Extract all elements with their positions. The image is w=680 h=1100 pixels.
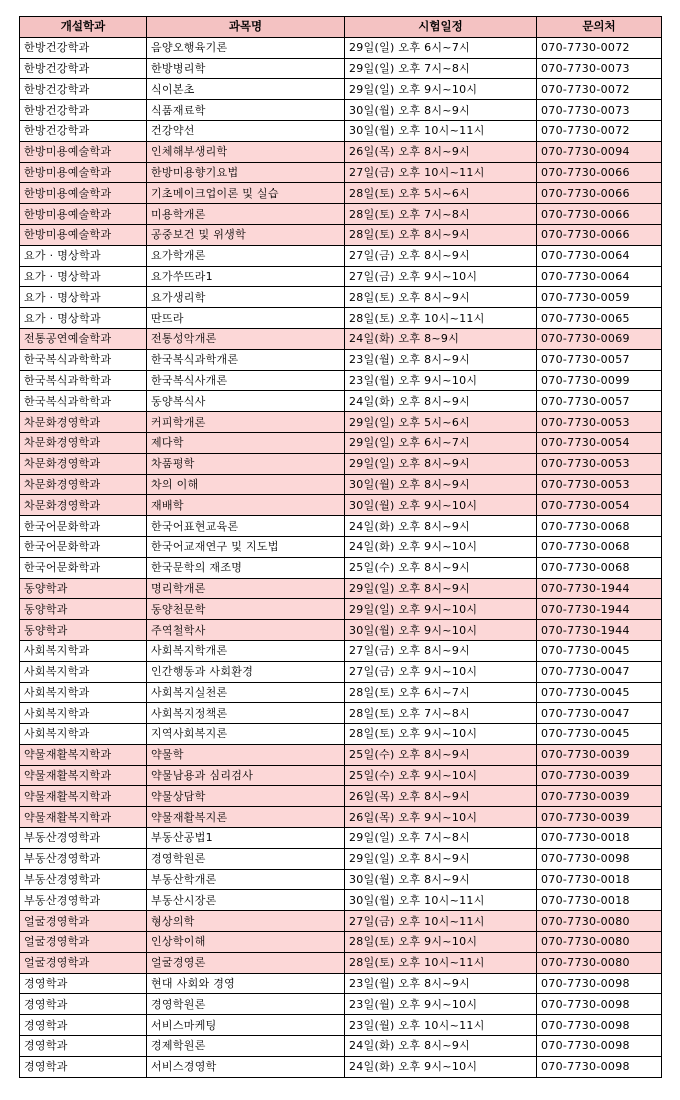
schedule-cell: 23일(월) 오후 9시~10시 bbox=[345, 994, 537, 1015]
contact-cell: 070-7730-0057 bbox=[537, 391, 662, 412]
department-cell: 약물재활복지학과 bbox=[20, 765, 147, 786]
department-cell: 한국복식과학학과 bbox=[20, 349, 147, 370]
schedule-cell: 29일(일) 오후 9시~10시 bbox=[345, 79, 537, 100]
contact-cell: 070-7730-1944 bbox=[537, 620, 662, 641]
department-cell: 한국복식과학학과 bbox=[20, 370, 147, 391]
subject-cell: 지역사회복지론 bbox=[147, 724, 345, 745]
table-row bbox=[20, 79, 662, 100]
subject-cell: 전통성악개론 bbox=[147, 328, 345, 349]
schedule-cell: 25일(수) 오후 9시~10시 bbox=[345, 765, 537, 786]
table-row bbox=[20, 453, 662, 474]
department-cell: 요가 · 명상학과 bbox=[20, 308, 147, 329]
table-row bbox=[20, 432, 662, 453]
contact-cell: 070-7730-0098 bbox=[537, 1015, 662, 1036]
schedule-cell: 28일(토) 오후 5시~6시 bbox=[345, 183, 537, 204]
contact-cell: 070-7730-0018 bbox=[537, 828, 662, 849]
table-row bbox=[20, 724, 662, 745]
subject-cell: 공중보건 및 위생학 bbox=[147, 224, 345, 245]
subject-cell: 부동산학개론 bbox=[147, 869, 345, 890]
subject-cell: 인상학이해 bbox=[147, 932, 345, 953]
subject-cell: 명리학개론 bbox=[147, 578, 345, 599]
table-row bbox=[20, 765, 662, 786]
contact-cell: 070-7730-0057 bbox=[537, 349, 662, 370]
department-cell: 부동산경영학과 bbox=[20, 848, 147, 869]
schedule-cell: 26일(목) 오후 8시~9시 bbox=[345, 141, 537, 162]
table-row bbox=[20, 100, 662, 121]
subject-cell: 요가쑤뜨라1 bbox=[147, 266, 345, 287]
subject-cell: 한국어교재연구 및 지도법 bbox=[147, 536, 345, 557]
department-cell: 요가 · 명상학과 bbox=[20, 266, 147, 287]
subject-cell: 차품평학 bbox=[147, 453, 345, 474]
schedule-cell: 24일(화) 오후 8시~9시 bbox=[345, 1036, 537, 1057]
table-row bbox=[20, 682, 662, 703]
department-cell: 경영학과 bbox=[20, 1015, 147, 1036]
schedule-cell: 29일(일) 오후 7시~8시 bbox=[345, 828, 537, 849]
department-cell: 사회복지학과 bbox=[20, 661, 147, 682]
header-subject: 과목명 bbox=[147, 17, 345, 38]
contact-cell: 070-7730-0098 bbox=[537, 994, 662, 1015]
subject-cell: 형상의학 bbox=[147, 911, 345, 932]
schedule-cell: 27일(금) 오후 9시~10시 bbox=[345, 661, 537, 682]
table-row bbox=[20, 1036, 662, 1057]
table-row bbox=[20, 911, 662, 932]
schedule-cell: 29일(일) 오후 8시~9시 bbox=[345, 578, 537, 599]
schedule-cell: 24일(화) 오후 8시~9시 bbox=[345, 391, 537, 412]
subject-cell: 요가생리학 bbox=[147, 287, 345, 308]
table-row bbox=[20, 370, 662, 391]
subject-cell: 사회복지정책론 bbox=[147, 703, 345, 724]
department-cell: 한방미용예술학과 bbox=[20, 224, 147, 245]
subject-cell: 부동산공법1 bbox=[147, 828, 345, 849]
department-cell: 경영학과 bbox=[20, 1056, 147, 1077]
table-row bbox=[20, 952, 662, 973]
schedule-cell: 23일(월) 오후 10시~11시 bbox=[345, 1015, 537, 1036]
schedule-cell: 28일(토) 오후 9시~10시 bbox=[345, 724, 537, 745]
department-cell: 동양학과 bbox=[20, 599, 147, 620]
table-row bbox=[20, 58, 662, 79]
department-cell: 약물재활복지학과 bbox=[20, 807, 147, 828]
header-contact: 문의처 bbox=[537, 17, 662, 38]
department-cell: 사회복지학과 bbox=[20, 703, 147, 724]
department-cell: 약물재활복지학과 bbox=[20, 744, 147, 765]
subject-cell: 한국어표현교육론 bbox=[147, 516, 345, 537]
department-cell: 한방건강학과 bbox=[20, 100, 147, 121]
table-row bbox=[20, 183, 662, 204]
table-row bbox=[20, 620, 662, 641]
department-cell: 한국어문화학과 bbox=[20, 557, 147, 578]
department-cell: 차문화경영학과 bbox=[20, 453, 147, 474]
contact-cell: 070-7730-0068 bbox=[537, 557, 662, 578]
subject-cell: 경제학원론 bbox=[147, 1036, 345, 1057]
schedule-cell: 28일(토) 오후 6시~7시 bbox=[345, 682, 537, 703]
subject-cell: 한국문학의 재조명 bbox=[147, 557, 345, 578]
department-cell: 사회복지학과 bbox=[20, 640, 147, 661]
table-row bbox=[20, 224, 662, 245]
department-cell: 동양학과 bbox=[20, 620, 147, 641]
subject-cell: 사회복지학개론 bbox=[147, 640, 345, 661]
subject-cell: 약물남용과 심리검사 bbox=[147, 765, 345, 786]
schedule-cell: 27일(금) 오후 10시~11시 bbox=[345, 162, 537, 183]
contact-cell: 070-7730-0064 bbox=[537, 245, 662, 266]
subject-cell: 한방미용향기요법 bbox=[147, 162, 345, 183]
schedule-cell: 29일(일) 오후 8시~9시 bbox=[345, 848, 537, 869]
table-row bbox=[20, 37, 662, 58]
contact-cell: 070-7730-0039 bbox=[537, 765, 662, 786]
schedule-cell: 29일(일) 오후 6시~7시 bbox=[345, 432, 537, 453]
schedule-cell: 30일(월) 오후 8시~9시 bbox=[345, 474, 537, 495]
contact-cell: 070-7730-0073 bbox=[537, 100, 662, 121]
table-row bbox=[20, 328, 662, 349]
schedule-cell: 24일(화) 오후 8시~9시 bbox=[345, 516, 537, 537]
department-cell: 요가 · 명상학과 bbox=[20, 287, 147, 308]
contact-cell: 070-7730-0039 bbox=[537, 786, 662, 807]
subject-cell: 인체해부생리학 bbox=[147, 141, 345, 162]
schedule-cell: 28일(토) 오후 9시~10시 bbox=[345, 932, 537, 953]
contact-cell: 070-7730-0080 bbox=[537, 911, 662, 932]
table-row bbox=[20, 661, 662, 682]
subject-cell: 딴뜨라 bbox=[147, 308, 345, 329]
schedule-cell: 28일(토) 오후 7시~8시 bbox=[345, 204, 537, 225]
contact-cell: 070-7730-0099 bbox=[537, 370, 662, 391]
subject-cell: 재배학 bbox=[147, 495, 345, 516]
subject-cell: 약물상담학 bbox=[147, 786, 345, 807]
department-cell: 한방미용예술학과 bbox=[20, 141, 147, 162]
contact-cell: 070-7730-0018 bbox=[537, 869, 662, 890]
table-row bbox=[20, 120, 662, 141]
schedule-cell: 27일(금) 오후 8시~9시 bbox=[345, 640, 537, 661]
subject-cell: 기초메이크업이론 및 실습 bbox=[147, 183, 345, 204]
table-row bbox=[20, 848, 662, 869]
table-row bbox=[20, 1056, 662, 1077]
department-cell: 전통공연예술학과 bbox=[20, 328, 147, 349]
table-row bbox=[20, 786, 662, 807]
contact-cell: 070-7730-0039 bbox=[537, 744, 662, 765]
subject-cell: 얼굴경영론 bbox=[147, 952, 345, 973]
contact-cell: 070-7730-1944 bbox=[537, 578, 662, 599]
table-row bbox=[20, 994, 662, 1015]
subject-cell: 부동산시장론 bbox=[147, 890, 345, 911]
department-cell: 사회복지학과 bbox=[20, 724, 147, 745]
department-cell: 부동산경영학과 bbox=[20, 890, 147, 911]
department-cell: 한국어문화학과 bbox=[20, 516, 147, 537]
schedule-cell: 29일(일) 오후 6시~7시 bbox=[345, 37, 537, 58]
contact-cell: 070-7730-0066 bbox=[537, 183, 662, 204]
schedule-cell: 24일(화) 오후 9시~10시 bbox=[345, 1056, 537, 1077]
contact-cell: 070-7730-0054 bbox=[537, 495, 662, 516]
table-row bbox=[20, 536, 662, 557]
table-row bbox=[20, 890, 662, 911]
schedule-cell: 30일(월) 오후 9시~10시 bbox=[345, 620, 537, 641]
contact-cell: 070-7730-0045 bbox=[537, 682, 662, 703]
table-row bbox=[20, 744, 662, 765]
subject-cell: 한국복식사개론 bbox=[147, 370, 345, 391]
subject-cell: 동양복식사 bbox=[147, 391, 345, 412]
schedule-cell: 28일(토) 오후 7시~8시 bbox=[345, 703, 537, 724]
subject-cell: 약물학 bbox=[147, 744, 345, 765]
department-cell: 경영학과 bbox=[20, 994, 147, 1015]
table-row bbox=[20, 703, 662, 724]
contact-cell: 070-7730-0053 bbox=[537, 453, 662, 474]
department-cell: 한국어문화학과 bbox=[20, 536, 147, 557]
contact-cell: 070-7730-0068 bbox=[537, 536, 662, 557]
department-cell: 차문화경영학과 bbox=[20, 432, 147, 453]
schedule-cell: 29일(일) 오후 7시~8시 bbox=[345, 58, 537, 79]
schedule-cell: 30일(월) 오후 9시~10시 bbox=[345, 495, 537, 516]
contact-cell: 070-7730-0045 bbox=[537, 724, 662, 745]
table-body bbox=[20, 37, 662, 1077]
contact-cell: 070-7730-0018 bbox=[537, 890, 662, 911]
subject-cell: 서비스마케팅 bbox=[147, 1015, 345, 1036]
schedule-cell: 26일(목) 오후 9시~10시 bbox=[345, 807, 537, 828]
table-row bbox=[20, 308, 662, 329]
table-row bbox=[20, 412, 662, 433]
schedule-cell: 28일(토) 오후 8시~9시 bbox=[345, 287, 537, 308]
contact-cell: 070-7730-0080 bbox=[537, 932, 662, 953]
table-row bbox=[20, 1015, 662, 1036]
schedule-cell: 28일(토) 오후 10시~11시 bbox=[345, 308, 537, 329]
table-row bbox=[20, 204, 662, 225]
schedule-cell: 23일(월) 오후 8시~9시 bbox=[345, 349, 537, 370]
schedule-cell: 23일(월) 오후 9시~10시 bbox=[345, 370, 537, 391]
subject-cell: 한국복식과학개론 bbox=[147, 349, 345, 370]
department-cell: 차문화경영학과 bbox=[20, 495, 147, 516]
subject-cell: 차의 이해 bbox=[147, 474, 345, 495]
table-row bbox=[20, 932, 662, 953]
schedule-cell: 25일(수) 오후 8시~9시 bbox=[345, 744, 537, 765]
table-row bbox=[20, 807, 662, 828]
department-cell: 사회복지학과 bbox=[20, 682, 147, 703]
subject-cell: 식품재료학 bbox=[147, 100, 345, 121]
table-row bbox=[20, 287, 662, 308]
table-row bbox=[20, 973, 662, 994]
schedule-cell: 28일(토) 오후 10시~11시 bbox=[345, 952, 537, 973]
subject-cell: 커피학개론 bbox=[147, 412, 345, 433]
subject-cell: 한방병리학 bbox=[147, 58, 345, 79]
contact-cell: 070-7730-0098 bbox=[537, 973, 662, 994]
schedule-cell: 27일(금) 오후 8시~9시 bbox=[345, 245, 537, 266]
subject-cell: 인간행동과 사회환경 bbox=[147, 661, 345, 682]
contact-cell: 070-7730-0094 bbox=[537, 141, 662, 162]
contact-cell: 070-7730-1944 bbox=[537, 599, 662, 620]
schedule-cell: 30일(월) 오후 8시~9시 bbox=[345, 869, 537, 890]
schedule-cell: 24일(화) 오후 8~9시 bbox=[345, 328, 537, 349]
department-cell: 요가 · 명상학과 bbox=[20, 245, 147, 266]
department-cell: 차문화경영학과 bbox=[20, 474, 147, 495]
schedule-cell: 26일(목) 오후 8시~9시 bbox=[345, 786, 537, 807]
schedule-cell: 29일(일) 오후 5시~6시 bbox=[345, 412, 537, 433]
contact-cell: 070-7730-0045 bbox=[537, 640, 662, 661]
subject-cell: 동양천문학 bbox=[147, 599, 345, 620]
contact-cell: 070-7730-0072 bbox=[537, 37, 662, 58]
subject-cell: 요가학개론 bbox=[147, 245, 345, 266]
contact-cell: 070-7730-0072 bbox=[537, 120, 662, 141]
schedule-cell: 30일(월) 오후 8시~9시 bbox=[345, 100, 537, 121]
department-cell: 차문화경영학과 bbox=[20, 412, 147, 433]
schedule-cell: 24일(화) 오후 9시~10시 bbox=[345, 536, 537, 557]
table-row bbox=[20, 599, 662, 620]
subject-cell: 현대 사회와 경영 bbox=[147, 973, 345, 994]
table-row bbox=[20, 162, 662, 183]
table-row bbox=[20, 640, 662, 661]
department-cell: 한방미용예술학과 bbox=[20, 183, 147, 204]
contact-cell: 070-7730-0068 bbox=[537, 516, 662, 537]
table-row bbox=[20, 391, 662, 412]
department-cell: 얼굴경영학과 bbox=[20, 932, 147, 953]
contact-cell: 070-7730-0064 bbox=[537, 266, 662, 287]
subject-cell: 식이본초 bbox=[147, 79, 345, 100]
schedule-cell: 30일(월) 오후 10시~11시 bbox=[345, 120, 537, 141]
contact-cell: 070-7730-0066 bbox=[537, 204, 662, 225]
schedule-cell: 27일(금) 오후 9시~10시 bbox=[345, 266, 537, 287]
schedule-cell: 25일(수) 오후 8시~9시 bbox=[345, 557, 537, 578]
department-cell: 동양학과 bbox=[20, 578, 147, 599]
department-cell: 한방건강학과 bbox=[20, 58, 147, 79]
department-cell: 경영학과 bbox=[20, 973, 147, 994]
subject-cell: 경영학원론 bbox=[147, 848, 345, 869]
contact-cell: 070-7730-0073 bbox=[537, 58, 662, 79]
table-row bbox=[20, 474, 662, 495]
contact-cell: 070-7730-0069 bbox=[537, 328, 662, 349]
table-row bbox=[20, 349, 662, 370]
subject-cell: 음양오행육기론 bbox=[147, 37, 345, 58]
department-cell: 부동산경영학과 bbox=[20, 869, 147, 890]
contact-cell: 070-7730-0047 bbox=[537, 661, 662, 682]
subject-cell: 약물재활복지론 bbox=[147, 807, 345, 828]
department-cell: 경영학과 bbox=[20, 1036, 147, 1057]
header-department: 개설학과 bbox=[20, 17, 147, 38]
table-row bbox=[20, 141, 662, 162]
department-cell: 한방건강학과 bbox=[20, 79, 147, 100]
table-row bbox=[20, 495, 662, 516]
contact-cell: 070-7730-0053 bbox=[537, 412, 662, 433]
schedule-cell: 28일(토) 오후 8시~9시 bbox=[345, 224, 537, 245]
contact-cell: 070-7730-0080 bbox=[537, 952, 662, 973]
schedule-cell: 27일(금) 오후 10시~11시 bbox=[345, 911, 537, 932]
contact-cell: 070-7730-0098 bbox=[537, 1036, 662, 1057]
table-row bbox=[20, 578, 662, 599]
contact-cell: 070-7730-0066 bbox=[537, 162, 662, 183]
schedule-cell: 29일(일) 오후 9시~10시 bbox=[345, 599, 537, 620]
table-header bbox=[20, 17, 662, 38]
subject-cell: 주역철학사 bbox=[147, 620, 345, 641]
contact-cell: 070-7730-0054 bbox=[537, 432, 662, 453]
subject-cell: 서비스경영학 bbox=[147, 1056, 345, 1077]
contact-cell: 070-7730-0098 bbox=[537, 1056, 662, 1077]
contact-cell: 070-7730-0066 bbox=[537, 224, 662, 245]
department-cell: 한방건강학과 bbox=[20, 37, 147, 58]
exam-schedule-table bbox=[19, 16, 662, 1078]
contact-cell: 070-7730-0072 bbox=[537, 79, 662, 100]
table-row bbox=[20, 828, 662, 849]
contact-cell: 070-7730-0065 bbox=[537, 308, 662, 329]
department-cell: 한국복식과학학과 bbox=[20, 391, 147, 412]
header-row bbox=[20, 17, 662, 38]
contact-cell: 070-7730-0098 bbox=[537, 848, 662, 869]
schedule-cell: 23일(월) 오후 8시~9시 bbox=[345, 973, 537, 994]
department-cell: 한방미용예술학과 bbox=[20, 162, 147, 183]
contact-cell: 070-7730-0059 bbox=[537, 287, 662, 308]
table-row bbox=[20, 516, 662, 537]
department-cell: 약물재활복지학과 bbox=[20, 786, 147, 807]
department-cell: 얼굴경영학과 bbox=[20, 952, 147, 973]
header-exam-schedule: 시험일정 bbox=[345, 17, 537, 38]
department-cell: 한방미용예술학과 bbox=[20, 204, 147, 225]
subject-cell: 건강약선 bbox=[147, 120, 345, 141]
department-cell: 부동산경영학과 bbox=[20, 828, 147, 849]
contact-cell: 070-7730-0047 bbox=[537, 703, 662, 724]
contact-cell: 070-7730-0039 bbox=[537, 807, 662, 828]
schedule-cell: 30일(월) 오후 10시~11시 bbox=[345, 890, 537, 911]
table-row bbox=[20, 266, 662, 287]
contact-cell: 070-7730-0053 bbox=[537, 474, 662, 495]
department-cell: 얼굴경영학과 bbox=[20, 911, 147, 932]
subject-cell: 사회복지실천론 bbox=[147, 682, 345, 703]
subject-cell: 제다학 bbox=[147, 432, 345, 453]
subject-cell: 경영학원론 bbox=[147, 994, 345, 1015]
table-row bbox=[20, 557, 662, 578]
schedule-cell: 29일(일) 오후 8시~9시 bbox=[345, 453, 537, 474]
subject-cell: 미용학개론 bbox=[147, 204, 345, 225]
table-row bbox=[20, 245, 662, 266]
department-cell: 한방건강학과 bbox=[20, 120, 147, 141]
table-row bbox=[20, 869, 662, 890]
